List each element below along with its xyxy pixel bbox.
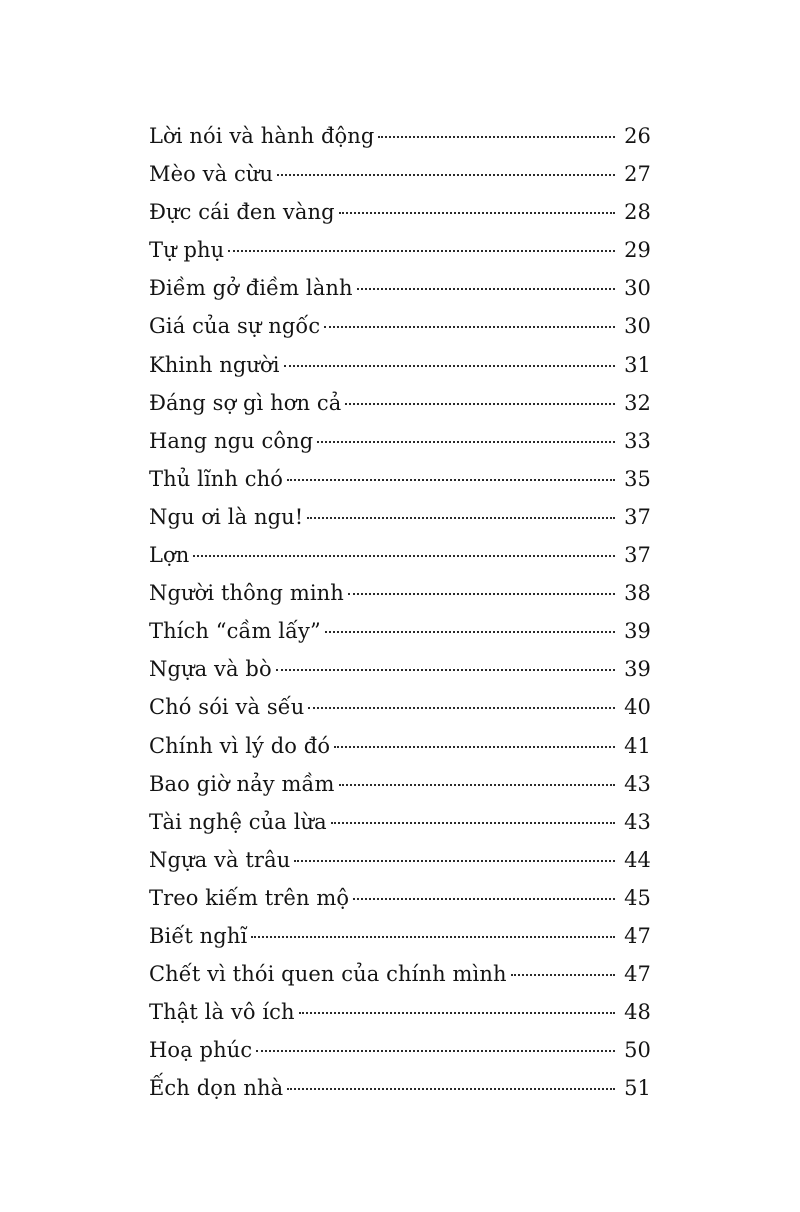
dot-leader: [324, 326, 615, 328]
toc-entry: [149, 650, 651, 688]
toc-entry: [149, 269, 651, 307]
toc-entry-title: Bao giờ nảy mầm: [149, 771, 335, 796]
toc-entry-page-number: 48: [624, 1000, 651, 1025]
toc-entry-title: Tự phụ: [149, 238, 225, 263]
toc-entry-page-number: 47: [624, 923, 651, 948]
toc-entry-title: Hang ngu công: [149, 428, 314, 453]
toc-entry: [149, 460, 651, 498]
toc-entry-page-number: 41: [624, 733, 651, 758]
dot-leader: [511, 974, 615, 976]
dot-leader: [287, 479, 615, 481]
toc-entry-title: Ngựa và trâu: [149, 847, 291, 872]
toc-entry-title: Thật là vô ích: [149, 1000, 295, 1025]
dot-leader: [277, 174, 615, 176]
dot-leader: [334, 746, 615, 748]
toc-entry-page-number: 44: [624, 847, 651, 872]
toc-entry: [149, 803, 651, 841]
toc-entry-title: Đáng sợ gì hơn cả: [149, 390, 342, 415]
toc-entry: [149, 765, 651, 803]
toc-entry-page-number: 37: [624, 543, 651, 568]
toc-entry-title: Người thông minh: [149, 581, 344, 606]
toc-entry-title: Khinh người: [149, 352, 280, 377]
toc-entry-page-number: 39: [624, 619, 651, 644]
toc-entry-title: Ếch dọn nhà: [149, 1076, 284, 1101]
toc-entry-title: Ngựa và bò: [149, 657, 272, 682]
toc-entry: [149, 917, 651, 955]
toc-entry-page-number: 47: [624, 962, 651, 987]
toc-entry: [149, 155, 651, 193]
toc-entry-title: Chó sói và sếu: [149, 695, 305, 720]
toc-entry: [149, 841, 651, 879]
dot-leader: [325, 631, 615, 633]
toc-entry: [149, 536, 651, 574]
toc-entry-page-number: 45: [624, 885, 651, 910]
dot-leader: [256, 1050, 615, 1052]
dot-leader: [251, 936, 615, 938]
toc-entry-page-number: 28: [624, 200, 651, 225]
toc-entry-title: Chính vì lý do đó: [149, 733, 331, 758]
toc-entry: [149, 231, 651, 269]
dot-leader: [345, 403, 615, 405]
toc-entry-title: Mèo và cừu: [149, 162, 274, 187]
toc-entry-page-number: 26: [624, 124, 651, 148]
toc-entry-page-number: 30: [624, 314, 651, 339]
toc-entry: [149, 193, 651, 231]
dot-leader: [357, 288, 615, 290]
toc-entry: [149, 307, 651, 345]
dot-leader: [228, 250, 615, 252]
dot-leader: [331, 822, 615, 824]
toc-entry-title: Thủ lĩnh chó: [149, 466, 284, 491]
toc-entry-page-number: 33: [624, 428, 651, 453]
toc-entry: [149, 688, 651, 726]
dot-leader: [339, 784, 615, 786]
dot-leader: [294, 860, 615, 862]
toc-entry-page-number: 29: [624, 238, 651, 263]
toc-entry-page-number: 27: [624, 162, 651, 187]
toc-entry-page-number: 30: [624, 276, 651, 301]
toc-entry-title: Biết nghĩ: [149, 923, 248, 948]
toc-entry-title: Ngu ơi là ngu!: [149, 504, 304, 529]
toc-entry-page-number: 39: [624, 657, 651, 682]
table-of-contents: [149, 117, 651, 1107]
dot-leader: [348, 593, 615, 595]
toc-entry-page-number: 31: [624, 352, 651, 377]
toc-entry: [149, 1069, 651, 1107]
dot-leader: [284, 365, 615, 367]
dot-leader: [317, 441, 615, 443]
toc-entry-title: Giá của sự ngốc: [149, 314, 321, 339]
dot-leader: [276, 669, 615, 671]
toc-entry-title: Chết vì thói quen của chính mình: [149, 962, 507, 987]
toc-entry: [149, 727, 651, 765]
toc-entry: [149, 498, 651, 536]
toc-entry: [149, 612, 651, 650]
dot-leader: [378, 136, 615, 138]
toc-entry-page-number: 40: [624, 695, 651, 720]
toc-entry: [149, 1031, 651, 1069]
toc-entry: [149, 879, 651, 917]
toc-entry: [149, 422, 651, 460]
toc-entry-page-number: 32: [624, 390, 651, 415]
toc-entry: [149, 955, 651, 993]
toc-entry-page-number: 43: [624, 809, 651, 834]
dot-leader: [307, 517, 615, 519]
toc-entry: [149, 574, 651, 612]
toc-entry-title: Treo kiếm trên mộ: [149, 885, 350, 910]
toc-entry-title: Thích “cầm lấy”: [149, 619, 321, 644]
dot-leader: [299, 1012, 615, 1014]
toc-entry-page-number: 43: [624, 771, 651, 796]
toc-entry-title: Lợn: [149, 543, 190, 568]
toc-entry-page-number: 38: [624, 581, 651, 606]
dot-leader: [193, 555, 615, 557]
toc-entry: [149, 346, 651, 384]
dot-leader: [308, 707, 615, 709]
toc-entry-title: Đực cái đen vàng: [149, 200, 335, 225]
toc-entry-page-number: 35: [624, 466, 651, 491]
dot-leader: [353, 898, 615, 900]
toc-entry-page-number: 50: [624, 1038, 651, 1063]
toc-entry: [149, 384, 651, 422]
toc-entry-title: Điềm gở điềm lành: [149, 276, 353, 301]
dot-leader: [339, 212, 615, 214]
toc-entry-title: Hoạ phúc: [149, 1038, 253, 1063]
dot-leader: [287, 1088, 615, 1090]
toc-entry-title: Tài nghệ của lừa: [149, 809, 327, 834]
toc-entry: [149, 993, 651, 1031]
toc-entry: [149, 117, 651, 155]
toc-entry-title: Lời nói và hành động: [149, 124, 375, 148]
toc-entry-page-number: 37: [624, 504, 651, 529]
toc-entry-page-number: 51: [624, 1076, 651, 1101]
